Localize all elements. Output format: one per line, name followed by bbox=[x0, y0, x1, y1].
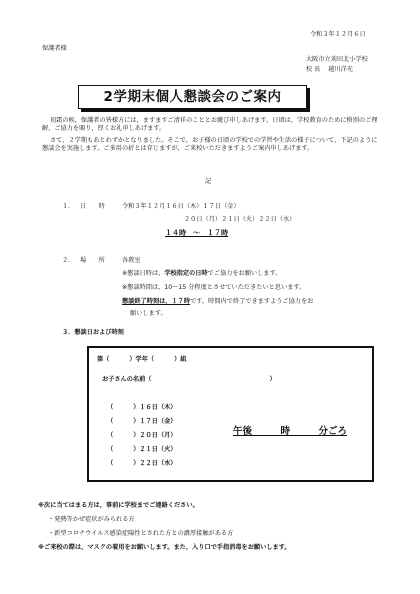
footer-note-1: ※次に当てはまる方は，事前に学校までご連絡ください。 bbox=[38, 502, 199, 509]
sec2-number: ２． bbox=[62, 257, 75, 264]
footer-bullet-1: ・発熱等かぜ症状がみられる方 bbox=[48, 516, 135, 523]
intro-paragraph-2: さて，２学期もあとわずかとなりました。そこで，お子様の日頃の学校での学習や生活の様子について，下記のように懇談会を実施します。ご多用の折とは存じますが，ご来校いただきますようご案内申しあげます。 bbox=[42, 137, 378, 152]
sec2-note3-post: です。時間内で終了できますようご協力をお bbox=[190, 298, 314, 305]
sec1-time: １４時 ～ １７時 bbox=[165, 229, 228, 237]
intro-paragraph-1: 初霜の候，保護者の皆様方には，ますますご清祥のこととお慶び申しあげます。日頃は，学校教育のために格別のご理解，ご協力を賜り，厚くお礼申しあげます。 bbox=[42, 117, 378, 132]
time-fill-line[interactable]: 午後 時 分ごろ bbox=[233, 426, 348, 437]
sec2-label: 場 所 bbox=[80, 257, 105, 264]
sec1-dates-line1: 令和３年１２月１６日（木）１７日（金） bbox=[122, 203, 240, 210]
page-title: 2学期末個人懇談会のご案内 bbox=[78, 85, 307, 109]
sec2-value: 各教室 bbox=[122, 257, 141, 264]
recipient: 保護者様 bbox=[42, 45, 67, 52]
footer-note-2: ※ご来校の際は，マスクの着用をお願いします。また，入り口で手指消毒をお願いします。 bbox=[38, 544, 291, 551]
school-name: 大阪市立苅田北小学校 bbox=[306, 56, 368, 63]
sec2-note3-bold: 懇談終了時刻は，１７時 bbox=[122, 298, 191, 305]
sec2-note1-bold: 学校指定の日時 bbox=[164, 270, 208, 277]
sec2-note1-pre: ※懇談日時は， bbox=[122, 270, 165, 277]
sec2-note3 bbox=[122, 298, 313, 306]
sec1-number: １． bbox=[62, 203, 75, 210]
child-name-line bbox=[102, 376, 276, 384]
grade-class-line bbox=[97, 356, 187, 364]
footer-bullet-2: ・新型コロナウイルス感染症陽性とされた方との濃厚接触がある方 bbox=[48, 530, 234, 537]
document-date: 令和３年１２月６日 bbox=[310, 31, 366, 38]
sec2-note2: ※懇談時間は、10～15 分程度とさせていただきたいと思います。 bbox=[122, 284, 306, 291]
grade-mid: ）学年（ bbox=[129, 356, 155, 363]
child-name-label: お子さんの名前（ bbox=[102, 376, 152, 383]
sec3-title: ３．懇談日および時刻 bbox=[62, 329, 124, 336]
grade-suffix: ）組 bbox=[174, 356, 187, 363]
child-name-close: ） bbox=[269, 376, 276, 383]
date-option-21[interactable]: （ ）２１日（火） bbox=[107, 446, 177, 453]
principal-name: 越川洋光 bbox=[328, 66, 353, 73]
sec2-note1 bbox=[122, 270, 281, 278]
principal bbox=[306, 66, 353, 74]
grade-prefix: 第（ bbox=[97, 356, 110, 363]
sec2-note3-cont: 願いします。 bbox=[130, 310, 167, 317]
date-option-20[interactable]: （ ）２０日（月） bbox=[107, 432, 177, 439]
ki-heading: 記 bbox=[205, 178, 212, 185]
sec2-note1-post: でご協力をお願いします。 bbox=[207, 270, 282, 277]
sec1-dates-line2: ２０日（月）２１日（火）２２日（水） bbox=[184, 216, 296, 223]
date-option-17[interactable]: （ ）１７日（金） bbox=[107, 418, 177, 425]
sec1-label: 日 時 bbox=[80, 203, 105, 210]
date-option-16[interactable]: （ ）１６日（木） bbox=[107, 404, 177, 411]
principal-title: 校 長 bbox=[306, 66, 321, 73]
date-option-22[interactable]: （ ）２２日（水） bbox=[107, 460, 177, 467]
